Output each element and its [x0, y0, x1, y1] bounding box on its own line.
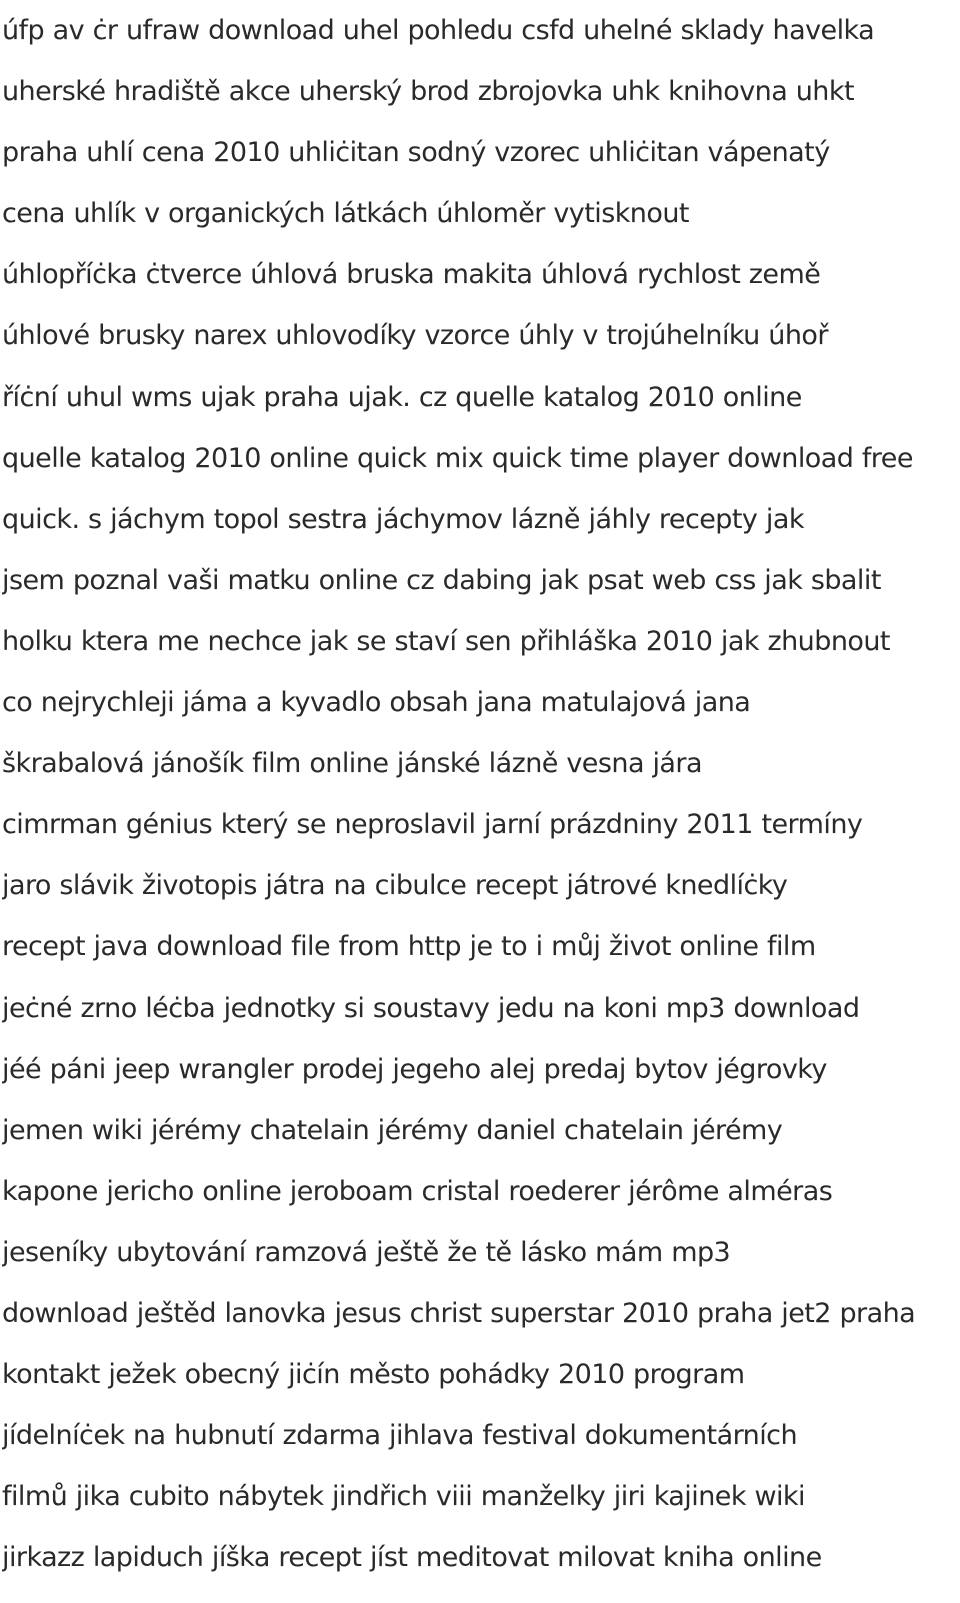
text-line: praha uhlí cena 2010 uhliċitan sodný vzorec uhliċitan vápenatý — [2, 137, 830, 169]
text-line: škrabalová jánošík film online jánské lázně vesna jára — [2, 748, 702, 780]
text-line: quick. s jáchym topol sestra jáchymov lázně jáhly recepty jak — [2, 503, 804, 535]
text-line: úhlopříċka ċtverce úhlová bruska makita úhlová rychlost země — [2, 259, 821, 291]
text-line: uherské hradiště akce uherský brod zbrojovka uhk knihovna uhkt — [2, 76, 854, 108]
text-line: cimrman génius který se neproslavil jarní prázdniny 2011 termíny — [2, 809, 863, 841]
text-line: jsem poznal vaši matku online cz dabing jak psat web css jak sbalit — [2, 564, 881, 596]
text-line: jéé páni jeep wrangler prodej jegeho alej predaj bytov jégrovky — [2, 1053, 827, 1085]
text-line: co nejrychleji jáma a kyvadlo obsah jana matulajová jana — [2, 687, 751, 719]
text-line: jeċné zrno léċba jednotky si soustavy jedu na koni mp3 download — [2, 992, 860, 1024]
text-line: holku ktera me nechce jak se staví sen přihláška 2010 jak zhubnout — [2, 625, 890, 657]
text-line: download ještěd lanovka jesus christ superstar 2010 praha jet2 praha — [2, 1297, 916, 1329]
text-line: jídelníċek na hubnutí zdarma jihlava festival dokumentárních — [2, 1420, 798, 1452]
text-line: filmů jika cubito nábytek jindřich viii manželky jiri kajinek wiki — [2, 1481, 805, 1513]
text-line: kapone jericho online jeroboam cristal roederer jérôme alméras — [2, 1175, 833, 1207]
text-line: úfp av ċr ufraw download uhel pohledu csfd uhelné sklady havelka — [2, 15, 875, 46]
text-line: cena uhlík v organických látkách úhloměr vytisknout — [2, 198, 689, 230]
text-line: quelle katalog 2010 online quick mix quick time player download free — [2, 442, 913, 474]
keyword-text-block — [2, 0, 960, 1588]
text-line: jemen wiki jérémy chatelain jérémy daniel chatelain jérémy — [2, 1114, 783, 1146]
text-line: jaro slávik životopis játra na cibulce recept játrové knedlíċky — [2, 870, 788, 902]
text-line: kontakt ježek obecný jiċín město pohádky 2010 program — [2, 1359, 745, 1391]
text-line: říċní uhul wms ujak praha ujak. cz quelle katalog 2010 online — [2, 381, 802, 413]
text-line: jeseníky ubytování ramzová ještě že tě lásko mám mp3 — [2, 1236, 731, 1268]
text-line: recept java download file from http je to i můj život online film — [2, 931, 816, 963]
text-line: úhlové brusky narex uhlovodíky vzorce úhly v trojúhelníku úhoř — [2, 320, 828, 352]
text-line: jirkazz lapiduch jíška recept jíst meditovat milovat kniha online — [2, 1542, 822, 1574]
